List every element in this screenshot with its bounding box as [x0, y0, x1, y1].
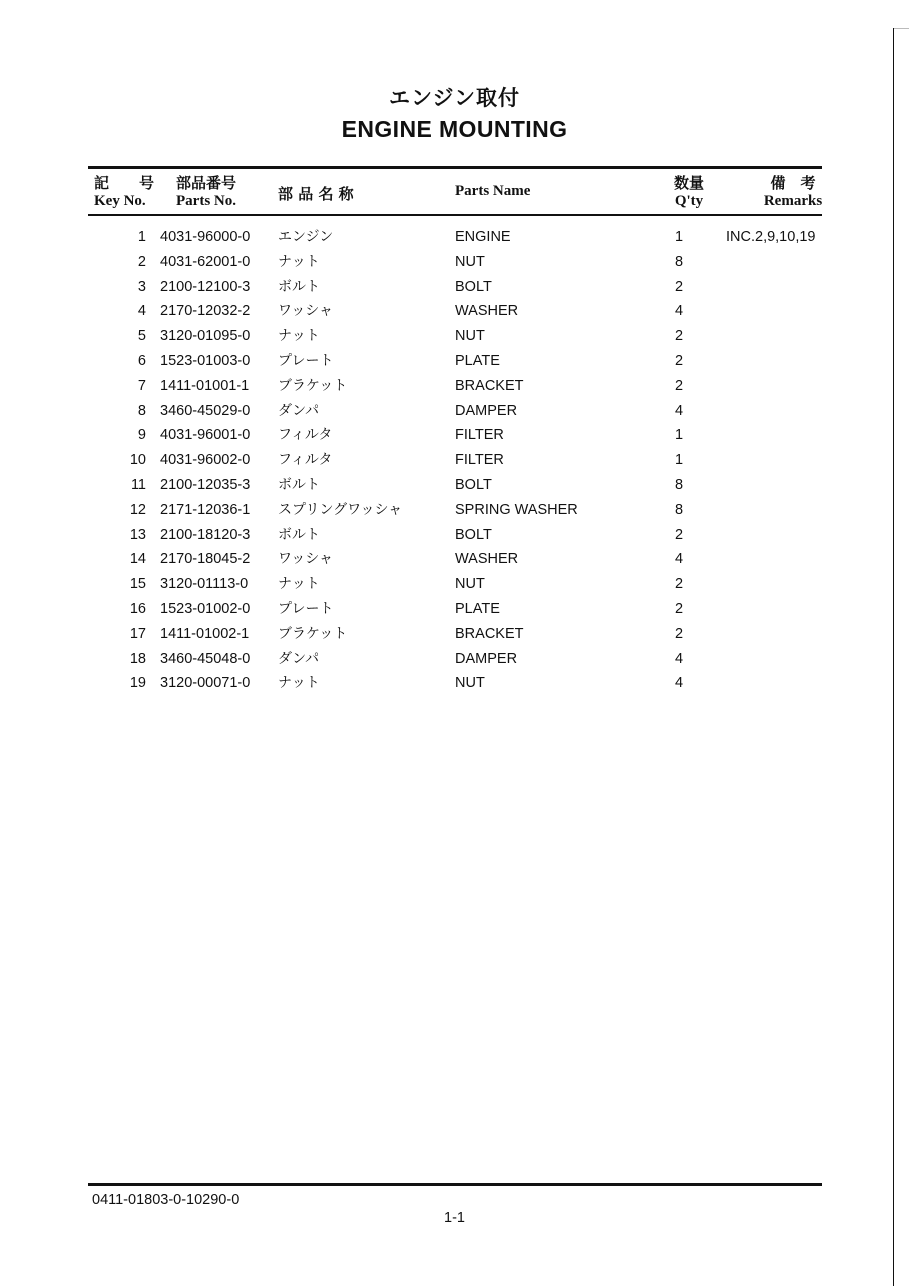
row-cell-part-name-english: NUT [455, 675, 485, 692]
row-cell-quantity: 2 [674, 526, 684, 543]
row-cell-part-name-english: PLATE [455, 600, 500, 617]
row-cell-quantity: 8 [674, 476, 684, 493]
row-cell-parts-no: 4031-62001-0 [160, 253, 251, 270]
row-cell-key-no: 15 [129, 576, 146, 593]
row-cell-part-name-english: SPRING WASHER [455, 501, 578, 518]
page-title [0, 84, 909, 144]
row-cell-key-no: 9 [137, 427, 146, 444]
table-row [88, 473, 822, 498]
row-cell-part-name-japanese: ブラケット [278, 377, 348, 394]
row-cell-quantity: 2 [674, 600, 684, 617]
row-cell-key-no: 12 [129, 501, 146, 518]
table-row [88, 399, 822, 424]
row-cell-quantity: 2 [674, 328, 684, 345]
row-cell-key-no: 6 [137, 352, 146, 369]
row-cell-part-name-english: WASHER [455, 551, 519, 568]
column-header-quantity-english: Q'ty [674, 193, 704, 209]
page-title-english: ENGINE MOUNTING [341, 116, 568, 142]
row-cell-part-name-japanese: ダンパ [278, 402, 320, 419]
row-cell-parts-no: 3120-01113-0 [160, 576, 249, 593]
table-row [88, 324, 822, 349]
row-cell-part-name-english: FILTER [455, 452, 504, 469]
row-cell-quantity: 2 [674, 278, 684, 295]
column-header-parts-no-japanese: 部品番号 [176, 174, 237, 192]
row-cell-key-no: 1 [137, 229, 146, 245]
row-cell-part-name-japanese: エンジン [278, 229, 334, 245]
row-cell-quantity: 1 [674, 229, 684, 245]
row-cell-key-no: 11 [130, 476, 146, 493]
row-cell-part-name-japanese: プレート [278, 352, 334, 369]
row-cell-quantity: 8 [674, 501, 684, 518]
row-cell-part-name-japanese: フィルタ [278, 452, 333, 469]
table-row [88, 349, 822, 374]
row-cell-part-name-japanese: ナット [278, 253, 320, 270]
row-cell-parts-no: 4031-96000-0 [160, 229, 251, 245]
row-cell-part-name-japanese: ダンパ [278, 650, 320, 667]
row-cell-part-name-english: BOLT [455, 278, 492, 295]
row-cell-parts-no: 1411-01001-1 [160, 377, 250, 394]
row-cell-part-name-english: NUT [455, 328, 485, 345]
column-header-part-name-japanese-label: 部 品 名 称 [278, 185, 354, 203]
table-body [88, 216, 822, 696]
table-row [88, 671, 822, 696]
row-cell-part-name-japanese: フィルタ [278, 427, 333, 444]
row-cell-key-no: 13 [129, 526, 146, 543]
row-cell-parts-no: 3120-01095-0 [160, 328, 251, 345]
row-cell-parts-no: 2100-12035-3 [160, 476, 251, 493]
row-cell-quantity: 2 [674, 377, 684, 394]
table-row [88, 299, 822, 324]
row-cell-quantity: 2 [674, 625, 684, 642]
row-cell-key-no: 2 [137, 253, 146, 270]
row-cell-part-name-english: PLATE [455, 352, 500, 369]
row-cell-parts-no: 2100-18120-3 [160, 526, 251, 543]
scan-artifact-right-line [893, 28, 894, 1286]
row-cell-part-name-english: NUT [455, 253, 485, 270]
row-cell-parts-no: 1411-01002-1 [160, 625, 250, 642]
row-cell-part-name-japanese: ボルト [278, 476, 320, 493]
row-cell-key-no: 16 [129, 600, 146, 617]
parts-list-table [88, 166, 822, 696]
row-cell-part-name-english: DAMPER [455, 650, 518, 667]
row-cell-key-no: 10 [129, 452, 146, 469]
table-row [88, 647, 822, 672]
column-header-parts-no-english: Parts No. [176, 193, 236, 209]
column-header-part-name-japanese [278, 183, 448, 204]
table-header-row [88, 169, 822, 214]
row-cell-key-no: 19 [129, 675, 146, 692]
table-row [88, 547, 822, 572]
column-header-remarks-english: Remarks [763, 193, 823, 209]
row-cell-part-name-english: WASHER [455, 303, 519, 320]
row-cell-part-name-english: ENGINE [455, 229, 511, 245]
row-cell-part-name-japanese: プレート [278, 600, 334, 617]
row-cell-quantity: 2 [674, 352, 684, 369]
row-cell-part-name-english: BRACKET [455, 625, 524, 642]
row-cell-part-name-english: BRACKET [455, 377, 524, 394]
row-cell-part-name-english: BOLT [455, 476, 492, 493]
page-title-japanese: エンジン取付 [389, 86, 520, 110]
column-header-part-name-english [455, 183, 635, 200]
table-row [88, 423, 822, 448]
table-row [88, 523, 822, 548]
row-cell-parts-no: 3120-00071-0 [160, 675, 251, 692]
row-cell-parts-no: 2170-12032-2 [160, 303, 251, 320]
row-cell-part-name-english: BOLT [455, 526, 492, 543]
row-cell-quantity: 1 [674, 427, 684, 444]
column-header-key-no-japanese: 記 号 [94, 174, 155, 192]
row-cell-part-name-japanese: スプリングワッシャ [278, 501, 403, 518]
row-cell-part-name-japanese: ボルト [278, 278, 320, 295]
table-row [88, 572, 822, 597]
row-cell-key-no: 14 [129, 551, 146, 568]
column-header-remarks-japanese: 備 考 [770, 174, 816, 192]
column-header-key-no [94, 172, 180, 210]
row-cell-part-name-japanese: ワッシャ [278, 303, 334, 320]
footer-rule [88, 1183, 822, 1186]
row-cell-quantity: 8 [674, 253, 684, 270]
row-cell-key-no: 8 [137, 402, 146, 419]
table-row [88, 622, 822, 647]
column-header-remarks [738, 172, 848, 210]
row-cell-quantity: 4 [674, 675, 684, 692]
row-cell-remarks: INC.2,9,10,19 [726, 229, 816, 245]
row-cell-part-name-english: NUT [455, 576, 485, 593]
row-cell-part-name-japanese: ナット [278, 328, 320, 345]
column-header-part-name-english-label: Parts Name [455, 183, 531, 199]
row-cell-part-name-japanese: ワッシャ [278, 551, 334, 568]
row-cell-parts-no: 2171-12036-1 [160, 501, 251, 518]
footer-page-number: 1-1 [444, 1210, 465, 1226]
row-cell-quantity: 4 [674, 551, 684, 568]
table-row [88, 374, 822, 399]
row-cell-parts-no: 4031-96001-0 [160, 427, 251, 444]
row-cell-key-no: 3 [137, 278, 146, 295]
row-cell-quantity: 2 [674, 576, 684, 593]
table-row [88, 250, 822, 275]
table-row [88, 498, 822, 523]
row-cell-part-name-english: FILTER [455, 427, 504, 444]
row-cell-part-name-japanese: ブラケット [278, 625, 348, 642]
row-cell-key-no: 18 [129, 650, 146, 667]
column-header-quantity-japanese: 数量 [673, 174, 704, 192]
row-cell-part-name-japanese: ボルト [278, 526, 320, 543]
row-cell-quantity: 4 [674, 650, 684, 667]
table-row [88, 597, 822, 622]
row-cell-parts-no: 3460-45029-0 [160, 402, 251, 419]
row-cell-key-no: 4 [137, 303, 146, 320]
row-cell-parts-no: 1523-01002-0 [160, 600, 251, 617]
column-header-key-no-english: Key No. [94, 193, 146, 209]
footer-document-id: 0411-01803-0-10290-0 [92, 1192, 240, 1208]
row-cell-parts-no: 3460-45048-0 [160, 650, 251, 667]
column-header-quantity [658, 172, 720, 210]
row-cell-key-no: 7 [137, 377, 146, 394]
table-row [88, 225, 822, 250]
row-cell-parts-no: 4031-96002-0 [160, 452, 251, 469]
row-cell-key-no: 17 [129, 625, 146, 642]
row-cell-parts-no: 2100-12100-3 [160, 278, 251, 295]
row-cell-part-name-japanese: ナット [278, 576, 320, 593]
table-row [88, 448, 822, 473]
table-row [88, 275, 822, 300]
row-cell-quantity: 1 [674, 452, 684, 469]
scan-artifact-top-line [893, 28, 909, 29]
row-cell-part-name-english: DAMPER [455, 402, 518, 419]
row-cell-part-name-japanese: ナット [278, 675, 320, 692]
row-cell-quantity: 4 [674, 402, 684, 419]
row-cell-quantity: 4 [674, 303, 684, 320]
row-cell-key-no: 5 [137, 328, 146, 345]
row-cell-parts-no: 2170-18045-2 [160, 551, 251, 568]
row-cell-parts-no: 1523-01003-0 [160, 352, 251, 369]
